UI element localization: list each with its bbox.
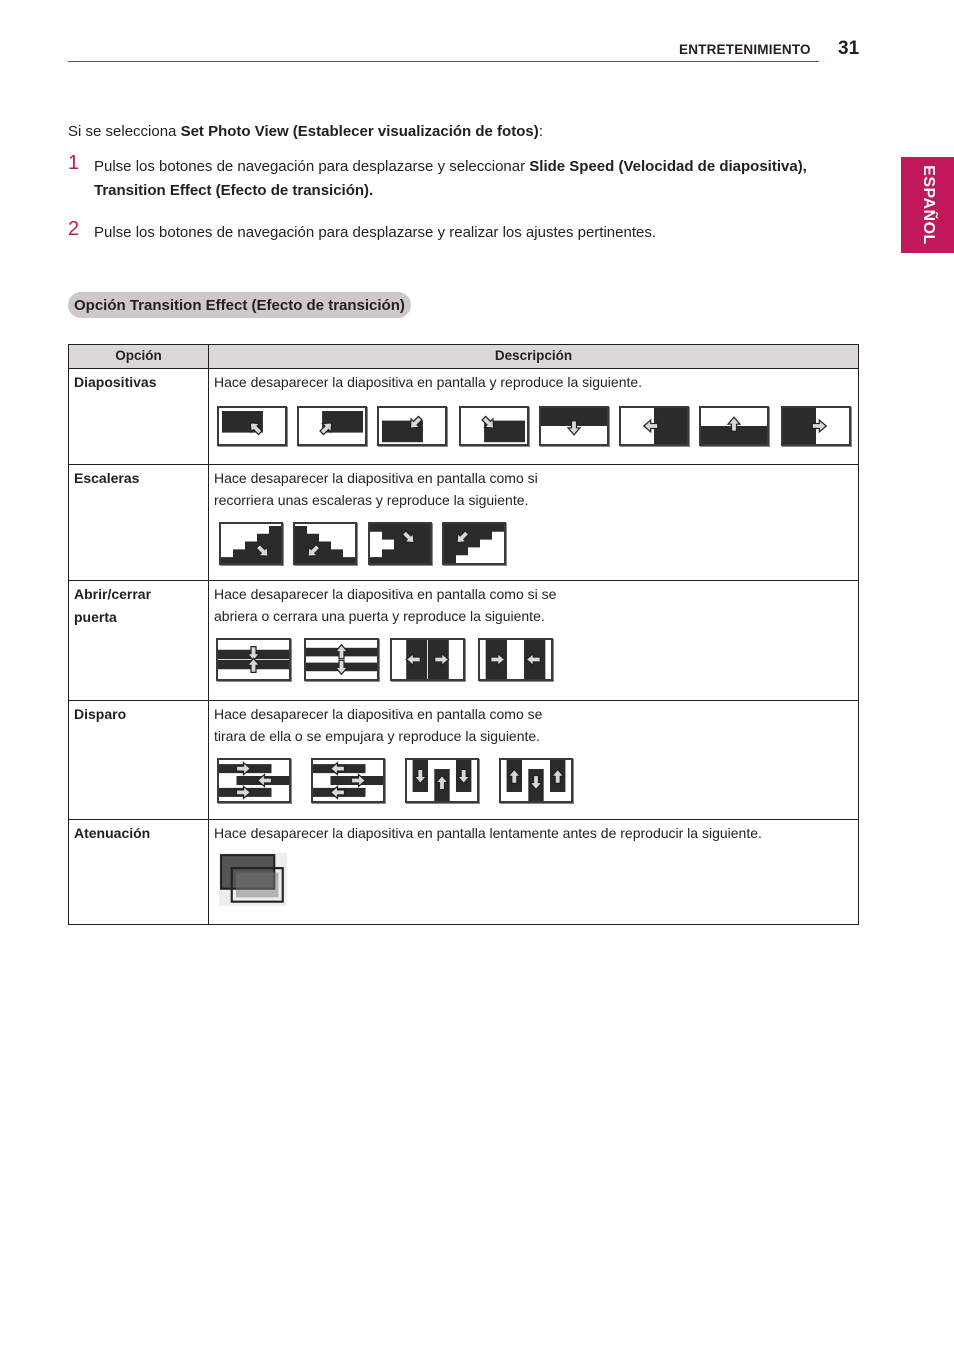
- intro-paragraph: [68, 122, 543, 142]
- effect-icons: [216, 638, 853, 681]
- intro-emphasis: Set Photo View (Establecer visualización de fotos): [180, 123, 539, 140]
- table-row: [69, 465, 859, 581]
- slide-up-icon: [699, 406, 769, 446]
- option-name: Disparo: [74, 706, 127, 722]
- door-close-horizontal-icon: [390, 638, 465, 681]
- intro-suffix: :: [538, 123, 543, 140]
- option-name-cell: [69, 820, 209, 925]
- description-line: Hace desaparecer la diapositiva en pantalla lentamente antes de reproducir la siguiente.: [214, 825, 762, 841]
- option-name-cell: [69, 465, 209, 581]
- shoot-vertical-in-icon: [405, 758, 479, 803]
- transition-options-table: [68, 344, 859, 925]
- option-name: Diapositivas: [74, 374, 157, 390]
- page-number: 31: [838, 38, 860, 59]
- door-open-vertical-icon: [304, 638, 379, 681]
- effect-icons: [217, 758, 853, 803]
- slide-down-right-icon: [459, 406, 529, 446]
- description-line: Hace desaparecer la diapositiva en pantalla como se: [214, 706, 543, 722]
- table-row: [69, 369, 859, 465]
- stairs-up-right-icon: [219, 522, 283, 565]
- option-name-cell: [69, 369, 209, 465]
- stairs-down-right-icon: [368, 522, 432, 565]
- slide-down-icon: [539, 406, 609, 446]
- table-row: [69, 701, 859, 820]
- step-text-plain: Pulse los botones de navegación para desplazarse y seleccionar: [94, 158, 530, 175]
- door-close-vertical-icon: [216, 638, 291, 681]
- description-line: tirara de ella o se empujara y reproduce la siguiente.: [214, 728, 541, 744]
- table-row: [69, 820, 859, 925]
- description-line: recorriera unas escaleras y reproduce la siguiente.: [214, 492, 529, 508]
- option-description-cell: [209, 369, 859, 465]
- option-description-cell: [209, 701, 859, 820]
- fade-icon: [219, 853, 287, 906]
- step-number: 2: [68, 218, 80, 240]
- option-name-line: puerta: [74, 609, 117, 625]
- effect-icons: [217, 406, 853, 446]
- option-description-cell: [209, 820, 859, 925]
- slide-down-left-icon: [377, 406, 447, 446]
- step-text-bold: Slide Speed (Velocidad de diapositiva), Transition Effect (Efecto de transición).: [94, 158, 807, 199]
- language-tab-label: ESPAÑOL: [920, 165, 937, 245]
- option-name: Atenuación: [74, 825, 151, 841]
- option-description-cell: [209, 465, 859, 581]
- slide-up-right-icon: [297, 406, 367, 446]
- description-line: Hace desaparecer la diapositiva en pantalla como si: [214, 470, 538, 486]
- effect-icons: [219, 853, 853, 906]
- shoot-horizontal-out-icon: [311, 758, 385, 803]
- option-name-cell: [69, 701, 209, 820]
- option-name-line: Abrir/cerrar: [74, 586, 152, 602]
- table-row: [69, 581, 859, 701]
- language-tab: [901, 157, 954, 253]
- table-header-row: [69, 345, 859, 369]
- effect-icons: [219, 522, 853, 565]
- slide-left-icon: [619, 406, 689, 446]
- column-header-option: Opción: [69, 345, 209, 369]
- description-line: Hace desaparecer la diapositiva en pantalla como si se: [214, 586, 557, 602]
- intro-prefix: Si se selecciona: [68, 123, 181, 140]
- description-line: abriera o cerrara una puerta y reproduce la siguiente.: [214, 608, 545, 624]
- header-divider: [68, 61, 819, 62]
- stairs-down-left-icon: [442, 522, 506, 565]
- section-title: Opción Transition Effect (Efecto de transición): [68, 292, 411, 318]
- step-text-plain: Pulse los botones de navegación para desplazarse y realizar los ajustes pertinentes.: [94, 224, 657, 241]
- section-name: ENTRETENIMIENTO: [679, 42, 811, 57]
- step-text: [94, 221, 854, 245]
- step-text: [94, 155, 862, 203]
- slide-up-left-icon: [217, 406, 287, 446]
- column-header-description: Descripción: [209, 345, 859, 369]
- option-name: Escaleras: [74, 470, 140, 486]
- shoot-horizontal-in-icon: [217, 758, 291, 803]
- shoot-vertical-out-icon: [499, 758, 573, 803]
- door-open-horizontal-icon: [478, 638, 553, 681]
- slide-right-icon: [781, 406, 851, 446]
- option-name-cell: [69, 581, 209, 701]
- stairs-up-left-icon: [293, 522, 357, 565]
- description-line: Hace desaparecer la diapositiva en pantalla y reproduce la siguiente.: [214, 374, 643, 390]
- option-description-cell: [209, 581, 859, 701]
- step-number: 1: [68, 152, 80, 174]
